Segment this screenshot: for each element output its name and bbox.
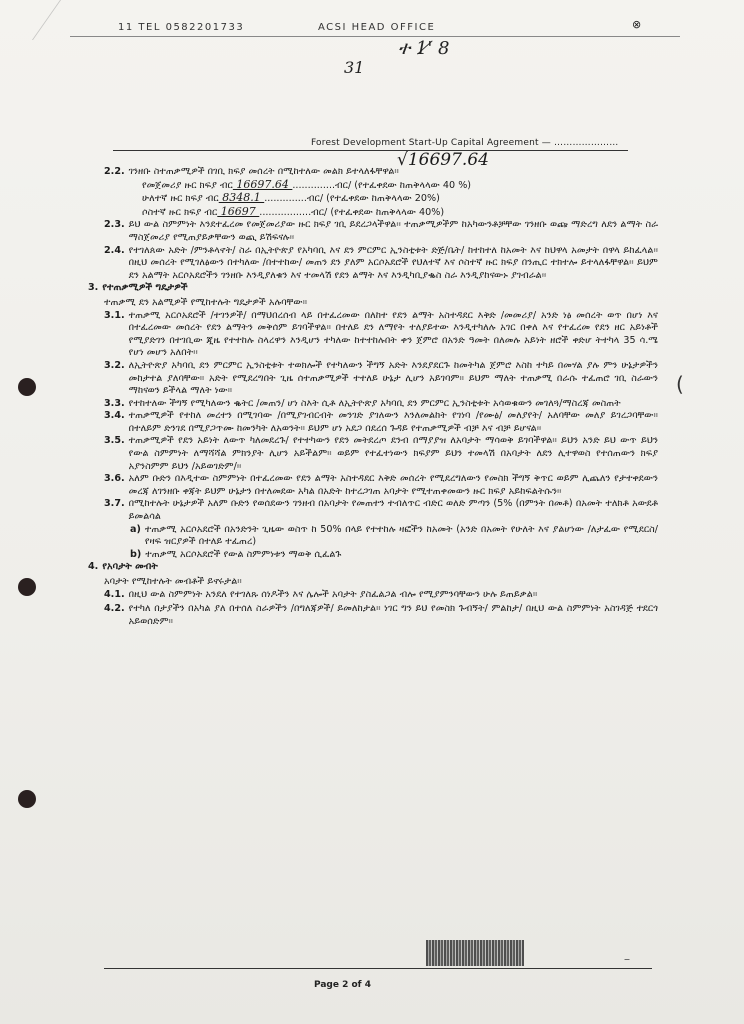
- clause-row: [88, 166, 658, 179]
- clause-row: [88, 398, 658, 411]
- handwritten-figure: 8348.1: [218, 191, 265, 205]
- clause-number: 3.: [88, 282, 99, 294]
- clause-text: [129, 410, 658, 435]
- handwritten-figure: 16697.64: [232, 177, 293, 191]
- clause-row: [88, 219, 658, 244]
- clause-text: [129, 589, 658, 602]
- clause-row: [88, 524, 658, 549]
- clause-line: ሁለተኛ ዙር ክፍያ ብር: [142, 193, 219, 205]
- clause-line: አለም ቡድን በእዲተው ስምምነት በተፈረመው የደን ልማት አስተዳደር እቅድ መሰረት የሚደረግለውን የመስክ ችግኝ ቅጥር ወይም ሊጨለን የታተቀደውን መረጃ ለገንዘቡ ቀጃት ይህም ሁኔታን በተለመደው አካል በአድት ከተረጋገጠ አባታት የሚተጠቀመውን ዙር ክፍያ አይከፍልትሱን፡፡: [128, 473, 658, 497]
- clause-line: ..............ብር/ (የተፈቀደው ከጠቅላላው 40 %): [292, 179, 472, 191]
- clause-line: የተካለ በታያችን በአካል ያለ በተሰለ ስራዎችን /በግለጃዎች/ ይመለከታል። ነገር ግን ይህ የመስክ ጉብኝት/ ምልከታ/ በዚህ ውል ስምምነት አስገዳጅ ተደርጎ አይወሰድም።: [128, 603, 658, 627]
- clause-number: b): [130, 548, 142, 560]
- margin-bracket: (: [676, 372, 684, 396]
- clause-text: [102, 561, 658, 574]
- clause-line: በዚህ ውል ስምምነት አንደለ የተገለጹ ሰነዶችን እና ሌሎች አባታት ያስፈልጋል ብሎ የሚያምንባቸውን ሁሉ ይጠይቃል።: [128, 588, 538, 600]
- clause-number: 2.2.: [104, 166, 125, 177]
- clause-number: 3.3.: [104, 397, 125, 409]
- signature-mark: –: [624, 952, 630, 966]
- clause-row: [88, 603, 658, 628]
- clause-text: [129, 360, 658, 398]
- agreement-body: [88, 166, 658, 628]
- clause-line: ሶስተኛ ዙር ክፍያ ብር: [142, 206, 218, 218]
- clause-text: [129, 498, 658, 523]
- punch-hole: [18, 790, 36, 808]
- clause-number: 4.2.: [104, 603, 125, 615]
- clause-row: [88, 410, 658, 435]
- clause-line: የተገለጰው አድት /ምንቶላኖት/ ስራ በኢትዮጵያ የአካባቢ እና ደን ምርምር ኢንስቲቱት ድጅ/ቤት/ ከተከተለ ከአመት እና ከህዋላ አመታት በዋላ ይከፈላል፡፡ በዚህ መሰረት የሚገለፅውን በተካለው /በተተከው/ መጠን ደን ያለም አርሶአደሮች የህለተኛ እና ሶስተኛ ዙር ክፍያ በንጢር ተክተሎ ይተላለፋቸዋል፡፡ ይህም ደን አልማት አርሶአደሮችን ገንዘቡ እንዲያለቁን እና ተመላሽ የደን ልማት እና እንዲካቢያቈስ ስራ እንዲያከናውኑ ያገብራል፡፡: [128, 244, 658, 281]
- clause-text: [129, 398, 658, 411]
- clause-line: ገንዘቡ ስተጠቃሚዎች በገቢ ክፍያ መሰረት በሚከተለው መልክ ይተላለፋቸዋል።: [128, 166, 399, 177]
- clause-number: 3.1.: [104, 309, 125, 321]
- clause-number: 3.7.: [104, 498, 125, 510]
- barcode-stamp: [426, 940, 524, 966]
- clause-line: ተጠቃሚ አርሶአደሮች በአንድንት ጊዜው ወስጥ ከ 50% በላይ የተተከሉ ዛፎችን ከአመት (አንድ በአመት የሁለት እና ያልሆነው /ለታፈው የሚደርስ/ የዛፍ ዝርያዎች በተለይ ተፈጠረ): [144, 523, 658, 548]
- clause-number: 2.4.: [104, 244, 125, 256]
- clause-line: አባታት የሚከተሉት መብቶች ይኖሩታል።: [104, 576, 242, 587]
- clause-number: a): [130, 523, 141, 535]
- fax-header: [118, 22, 436, 33]
- clause-line: የተጠቃሚዎች ግዴታዎች: [102, 282, 188, 294]
- handwritten-note-top: ተ 1'̸ 8: [398, 38, 450, 59]
- clause-row: [88, 179, 658, 193]
- fax-rule: [70, 36, 680, 37]
- punch-hole: [18, 578, 36, 596]
- clause-row: [88, 206, 658, 220]
- section-heading: [88, 282, 658, 295]
- clause-text: [129, 166, 658, 179]
- clause-line: ለኢትዮጵያ አካባቢ ደን ምርምር ኢንስቲቱት ተወክሎች የተካለውን ችግኝ አድት እንደያደርጉ ከመትካል ጀምሮ እስከ ተካይ በመሃል ያሉ ምን ሁኔታዎችን መከታተል ያለባቸው። አድት የሚደረግበት ጊዜ ሰተጠቃሚዎች ተተለይ ሁኔታ ሊሆን አይገባም። ይህም ማለት ተጠቃሚ በራሱ ተፈጠሮ ገቢ ስራውን ማከናወን ይችላል ማለት ነው።: [128, 359, 658, 397]
- clause-number: 3.6.: [104, 473, 125, 485]
- clause-number: 3.5.: [104, 435, 125, 447]
- punch-hole: [18, 378, 36, 396]
- clause-text: [104, 576, 658, 589]
- clause-row: [88, 498, 658, 523]
- clause-line: የአባታት መብት: [102, 561, 158, 573]
- clause-line: በሚከተሉት ሁኔታዎች አለም ቡድን የወሰደውን ገንዘብ በአባታት የመጠተን ተብለጥር ብድር ወለድ ምጣን (5% (በምንት በመቶ) በአመት ተለክቶ አውደቶ ይመልሳል: [128, 498, 658, 523]
- clause-line: ተጠቃሚ አርሶአደሮች /ተገንዎች/ በማህበረሰብ ላይ በተፈረመው በለከተ የደን ልማት አስተዳደር እቅድ /መመሪያ/ አንድ ነፅ መሰረት ወጥ በሆነ እና በተፈረመው መሰረት የደን ልማትን መቅሰም ይገባችዋል። በተለይ ደን ለማየት ተለያይተው እንዲተካለሉ አገር በቀለ እና የተፈረመ የደን ዘር አይነቶች የሚያድገን በተገቢው ጂዜ የተተከሉ ስላረዋን እንዲሆን ተካለው ከተተከሉበት ቀን ጀምሮ በአንድ ዓመት በለመሉ አይነት ዘሮች ቀድሆ ትተካላ 35 ሳ.ሜ የሆነ መሆን አለበት፡፡: [128, 309, 658, 359]
- clause-line: ተጠቃሚ አርሶአደሮች የውል ስምምነቱን ማወቅ ሲፈልጉ: [145, 548, 342, 560]
- page-header-title: Forest Development Start-Up Capital Agreement — …………………: [311, 138, 619, 148]
- section-heading: [88, 561, 658, 574]
- clause-text: [129, 310, 658, 360]
- clause-text: [142, 179, 658, 193]
- clause-line: የመጀመሪያ ዙር ክፍያ ብር: [142, 179, 233, 191]
- clause-row: [88, 310, 658, 360]
- clause-line: .................ብር/ (የተፈቀደው ከጠቅላላው 40%): [259, 206, 445, 218]
- clause-row: [88, 192, 658, 206]
- clause-line: የተከተለው ችግኝ የሚካለውን ቈትር /መጠን/ ሆነ ስእት ሲቶ ለኢትዮጵያ አካባቢ ደን ምርምር ኢንስቲቱት አሳወቁውን መገለጓ/ማስረጃ መስጠት: [128, 397, 621, 409]
- clause-row: [88, 245, 658, 283]
- clause-line: ተጠቃሚ ደን አልሚዎች የሚከተሉት ግዴታዎች አሉባቸው።: [104, 296, 308, 308]
- fax-tel: 11 TEL 0582201733: [118, 22, 245, 33]
- clause-text: [129, 245, 658, 283]
- clause-text: [142, 192, 658, 206]
- header-rule: [113, 150, 628, 151]
- clause-text: [102, 282, 658, 295]
- footer-rule: [104, 968, 652, 969]
- clause-text: [142, 206, 658, 220]
- clause-text: [129, 435, 658, 473]
- paper-fold: [0, 0, 61, 40]
- handwritten-amount: √16697.64: [397, 150, 489, 170]
- clause-text: [129, 603, 658, 628]
- clause-line: ..............ብር/ (የተፈቀደው ከጠቅላላው 20%): [264, 193, 440, 205]
- clause-text: [145, 549, 658, 562]
- clause-number: 4.: [88, 561, 99, 573]
- clause-row: [88, 576, 658, 589]
- clause-text: [129, 219, 658, 244]
- clause-number: 3.2.: [104, 359, 125, 371]
- clause-row: [88, 297, 658, 310]
- clause-number: 3.4.: [104, 410, 125, 422]
- fax-office: ACSI HEAD OFFICE: [318, 22, 436, 33]
- clause-row: [88, 549, 658, 562]
- clause-row: [88, 435, 658, 473]
- clause-text: [129, 473, 658, 498]
- clause-line: ተጠቃሚዎች የደን አይነት ለውጥ ካለመደረጉ/ የተተካውን የደን መትደረጦ ደንብ በማያያዝ ለአባታት ማሳወቅ ይገባችዋል። ይህን አንድ ይህ ውጥ ይህን የውል ስምምነት ለማሻሻል ምክንያት ሊሆን አይችልም። ወይም የተፈተነውን ክፍያም ይህን ተመላሽ በአባታት ለደን ሊተዋወስ የተሰጠውን ክፍያ አያንስምም ይህን /አይወገድም/፡፡: [128, 435, 658, 472]
- clause-number: 4.1.: [104, 588, 125, 600]
- handwritten-number: 31: [344, 58, 365, 77]
- clause-number: 2.3.: [104, 219, 125, 231]
- clause-row: [88, 589, 658, 602]
- clause-line: ይህ ውል ስምምነት እንደተፈረመ የመጀመሪያው ዙር ክፍያ ገቢ ይደረጋላችዋል፡፡ ተጠቃሚዎችም ከአካውንቶቻቸው ገንዘቡ ወጩ ማድረግ ለደን ልማት ስራ ማስጀመሪያ የሚጠያይቃቸውን ወጪ ይሽፍናሉ፡፡: [128, 219, 658, 243]
- corner-mark: ⊗: [632, 18, 642, 31]
- page-number: Page 2 of 4: [314, 980, 371, 990]
- clause-text: [145, 524, 658, 549]
- clause-line: ተጠቃሚዎች የተከለ መረተን በሚገባው /በሚያገብርብት መንገድ ያገለውን እንለመልከት የገነባ /የሙፅ/ መለያየት/ አለባቸው መለያ ይገረጋባቸው። በተለይም ድንገደ በሚያጋጥሙ ከመንካት ለአወንት። ይህም ሆነ አደጋ በደረሰ ጉዳይ የተጠቃሚዎች ብቻ እና ብቻ ይሆናል፡፡: [128, 410, 658, 434]
- clause-text: [104, 297, 658, 310]
- handwritten-figure: 16697: [217, 204, 260, 218]
- clause-row: [88, 473, 658, 498]
- clause-row: [88, 360, 658, 398]
